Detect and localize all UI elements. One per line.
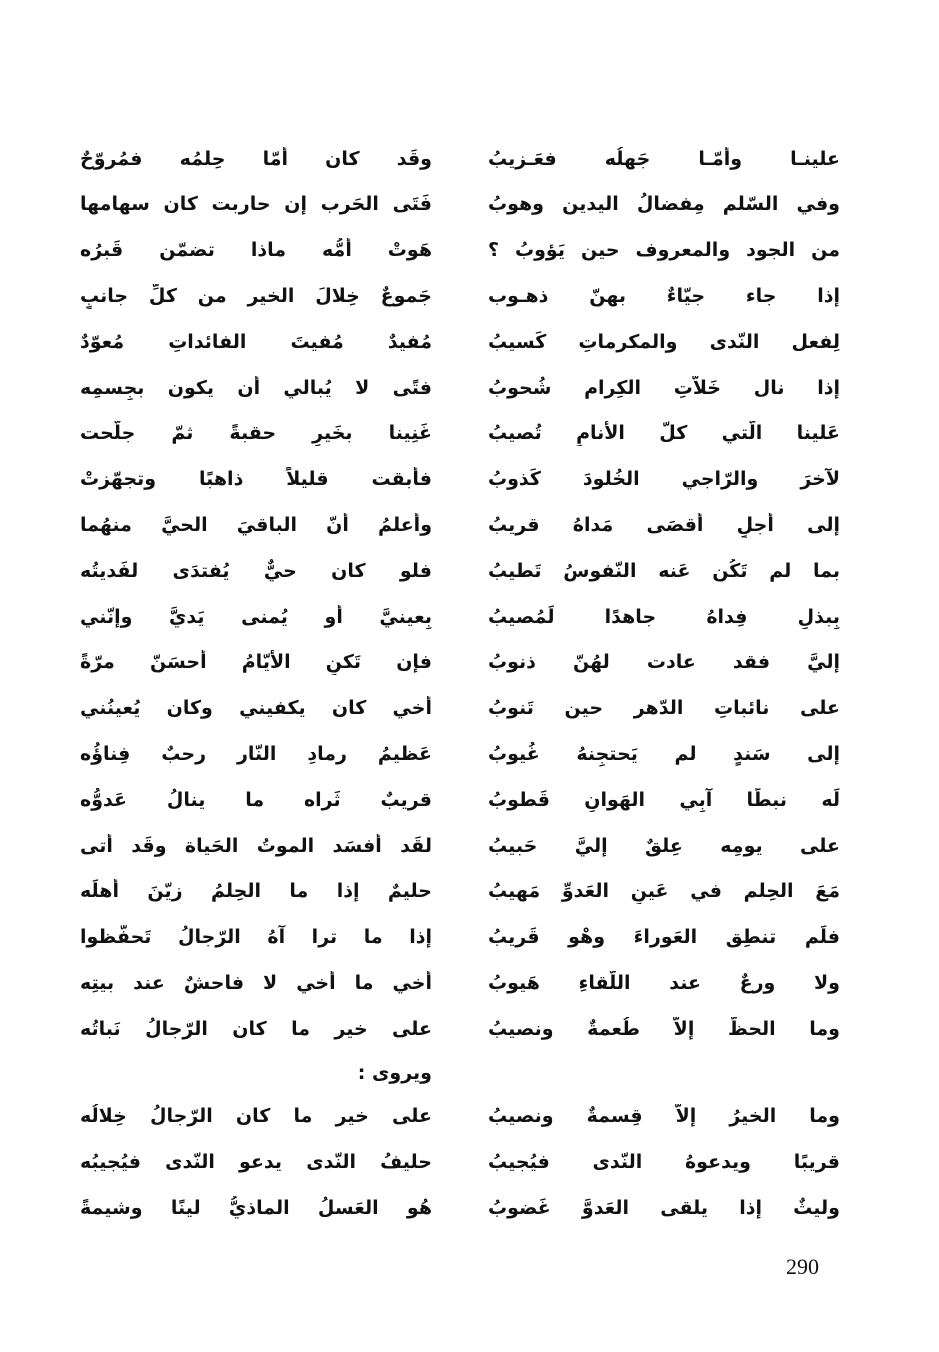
verse-line [80, 548, 840, 594]
alt-verse-second-hemistich: وليثٌ إذا يلقى العَدوَّ غَضوبُ [488, 1197, 840, 1220]
verse-line [80, 457, 840, 503]
variant-note-line [80, 1052, 840, 1094]
verse-line [80, 686, 840, 732]
verse-second-hemistich: إلى أجلٍ أقصَى مَداهُ قريبُ [488, 513, 840, 536]
verse-line [80, 502, 840, 548]
alt-verse-second-hemistich: قريبًا ويدعوهُ النّدى فيُجيبُ [488, 1151, 840, 1174]
verse-first-hemistich: فلو كان حيٌّ يُفتدَى لفَديتُه [80, 559, 432, 582]
verse-line [80, 960, 840, 1006]
verse-second-hemistich: عَلينا الّتي كلَّ الأنامِ تُصيبُ [488, 422, 840, 445]
verse-first-hemistich: فإن تَكنِ الأيّامُ أحسَنّ مرّةً [80, 651, 432, 674]
page-number: 290 [786, 1254, 819, 1279]
verse-line [80, 915, 840, 961]
verse-second-hemistich: مَعَ الحِلم في عَينِ العَدوِّ مَهيبُ [488, 880, 840, 903]
verse-line [80, 869, 840, 915]
variant-note: ويروى : [357, 1061, 432, 1084]
verse-second-hemistich: وفي السّلم مِفضالُ اليدين وهوبُ [488, 193, 840, 216]
alt-verse-first-hemistich: على خير ما كان الرّجالُ خِلالُه [80, 1105, 432, 1128]
poem-body [80, 136, 840, 1231]
verse-first-hemistich: أخي كان يكفيني وكان يُعينُني [80, 697, 432, 720]
verse-line [80, 319, 840, 365]
verse-second-hemistich: إلى سَندٍ لم يَحتجِنهُ غُيوبُ [488, 742, 840, 765]
verse-first-hemistich: بِعينيَّ أو يُمنى يَديَّ وإنّني [80, 605, 432, 628]
verse-first-hemistich: جَموعٌ خِلالَ الخير من كلِّ جانبٍ [80, 284, 432, 307]
alt-verse-line [80, 1186, 840, 1232]
verse-first-hemistich: فتًى لا يُبالي أن يكون بجِسمِه [80, 376, 432, 399]
verse-first-hemistich: إذا ما ترا آهُ الرّجالُ تَحفّظوا [80, 926, 432, 949]
alt-verse-first-hemistich: هُو العَسلُ الماذيُّ لينًا وشيمةً [80, 1197, 432, 1220]
verse-second-hemistich: على يومِه عِلقٌ إليَّ حَبيبُ [488, 834, 840, 857]
alt-verse-second-hemistich: وما الخيرُ إلاّ قِسمةٌ ونصيبُ [488, 1105, 840, 1128]
verse-second-hemistich: بِبذلِ فِداهُ جاهدًا لَمُصيبُ [488, 605, 840, 628]
verse-second-hemistich: علينـا وأمّـا جَهلُه فعَـزيبُ [488, 147, 840, 170]
verse-line [80, 640, 840, 686]
verse-second-hemistich: لِفعل النّدى والمكرماتِ كَسيبُ [488, 330, 840, 353]
verse-line [80, 594, 840, 640]
verse-line [80, 823, 840, 869]
verse-line [80, 411, 840, 457]
verse-line [80, 1006, 840, 1052]
verse-second-hemistich: ولا ورعٌ عند اللّقاءِ هَيوبُ [488, 971, 840, 994]
alt-verse-line [80, 1094, 840, 1140]
verse-second-hemistich: من الجود والمعروف حين يَؤوبُ ؟ [488, 239, 840, 262]
verse-line [80, 228, 840, 274]
verse-first-hemistich: على خير ما كان الرّجالُ نَباتُه [80, 1017, 432, 1040]
verse-first-hemistich: قريبٌ ثَراه ما ينالُ عَدوُّه [80, 788, 432, 811]
verse-line [80, 182, 840, 228]
verse-line [80, 777, 840, 823]
verse-line [80, 365, 840, 411]
verse-first-hemistich: مُفيدٌ مُفيتَ الفائداتِ مُعوّدٌ [80, 330, 432, 353]
verse-first-hemistich: فَتَى الحَرب إن حاربت كان سهامها [80, 193, 432, 216]
verse-second-hemistich: لآخرَ والرّاجي الخُلودَ كَذوبُ [488, 468, 840, 491]
alt-verse-first-hemistich: حليفُ النّدى يدعو النّدى فيُجيبُه [80, 1151, 432, 1174]
verse-second-hemistich: لَه نبطًا آبِي الهَوانِ قَطوبُ [488, 788, 840, 811]
verse-second-hemistich: على نائباتِ الدّهر حين تَنوبُ [488, 697, 840, 720]
alt-verse-line [80, 1140, 840, 1186]
verse-first-hemistich: حليمٌ إذا ما الحِلمُ زيّنَ أهلَه [80, 880, 432, 903]
verse-second-hemistich: إذا نال خَلاّتِ الكِرام شُحوبُ [488, 376, 840, 399]
verse-first-hemistich: فأبقت قليلاً ذاهبًا وتجهّزتْ [80, 468, 432, 491]
verse-first-hemistich: وقَد كان أمّا حِلمُه فمُروّحٌ [80, 147, 432, 170]
verse-second-hemistich: وما الحظّ إلاّ طُعمةٌ ونصيبُ [488, 1017, 840, 1040]
verse-first-hemistich: وأعلمُ أنّ الباقيَ الحيَّ منهُما [80, 513, 432, 536]
verse-first-hemistich: أخي ما أخي لا فاحشٌ عند بيتِه [80, 971, 432, 994]
verse-second-hemistich: إليَّ فقد عادت لهُنّ ذنوبُ [488, 651, 840, 674]
verse-line [80, 136, 840, 182]
verse-second-hemistich: فلَم تنطِق العَوراءَ وهْو قَريبُ [488, 926, 840, 949]
verse-line [80, 731, 840, 777]
verse-second-hemistich: إذا جاء جيّاءٌ بهنّ ذهـوب [488, 284, 840, 307]
verse-second-hemistich: بما لم تَكُن عَنه النّفوسُ تَطيبُ [488, 559, 840, 582]
verse-first-hemistich: غَنِينا بخَيرٍ حقبةً ثمّ جلّحت [80, 422, 432, 445]
verse-first-hemistich: لقَد أفسَد الموتُ الحَياة وقَد أتى [80, 834, 432, 857]
verse-first-hemistich: عَظيمُ رمادِ النّار رحبٌ فِناؤُه [80, 742, 432, 765]
verse-first-hemistich: هَوتْ أمُّه ماذا تضمّن قَبرُه [80, 239, 432, 262]
verse-line [80, 273, 840, 319]
